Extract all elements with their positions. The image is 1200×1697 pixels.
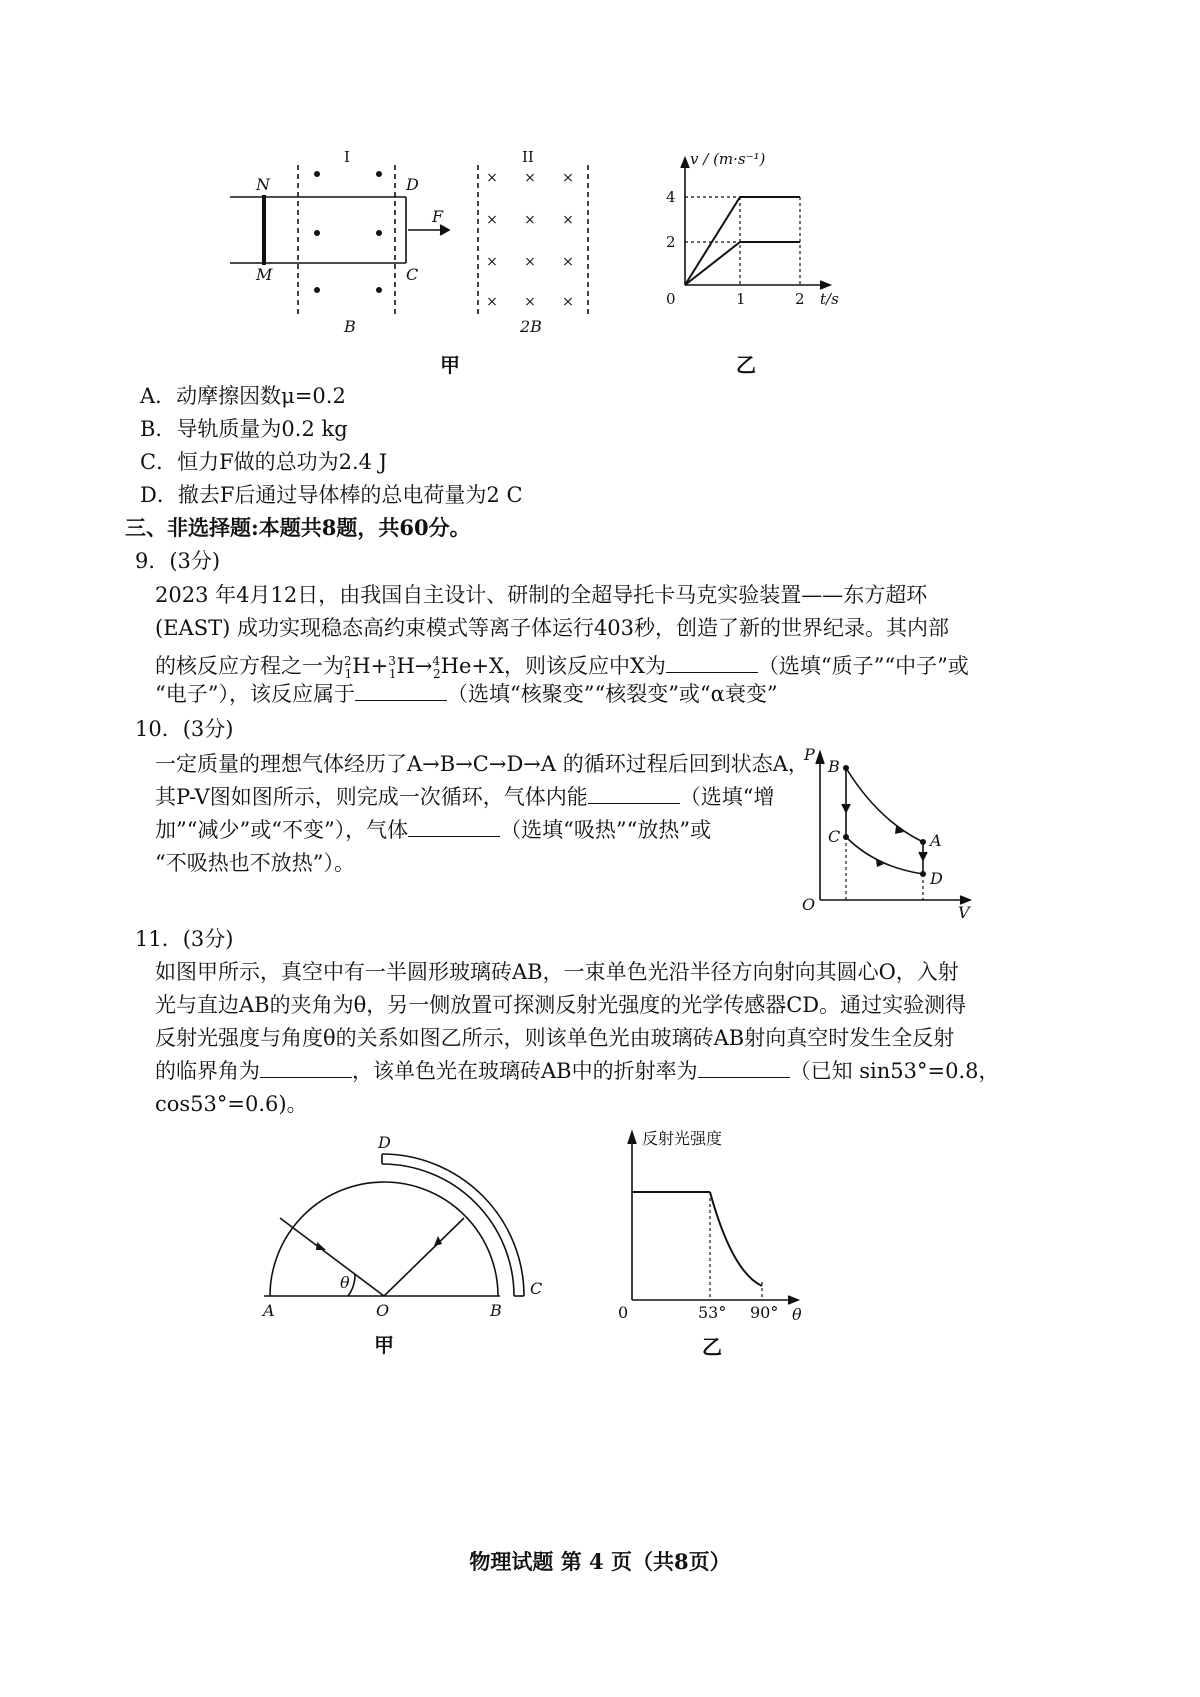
q10-line1: 一定质量的理想气体经历了A→B→C→D→A 的循环过程后回到状态A， bbox=[155, 752, 809, 776]
pv-label-C: C bbox=[828, 827, 841, 846]
q10-line4: “不吸热也不放热”）。 bbox=[155, 851, 355, 875]
glass-label-A: A bbox=[263, 1301, 275, 1320]
glass-label-theta: θ bbox=[340, 1273, 350, 1292]
pv-label-B: B bbox=[828, 757, 840, 776]
svg-text:×: × bbox=[486, 170, 498, 186]
figure-rail-magnetic-field bbox=[220, 140, 600, 380]
q11-line1: 如图甲所示，真空中有一半圆形玻璃砖AB，一束单色光沿半径方向射向其圆心O，入射 bbox=[155, 960, 959, 984]
label-F: F bbox=[432, 207, 444, 226]
caption-jia: 甲 bbox=[440, 353, 460, 377]
svg-text:×: × bbox=[562, 294, 574, 310]
nuclear-equation: $^2_1$H+$^3_1$H→$^4_2$He+X bbox=[344, 654, 504, 682]
tick-x-2: 2 bbox=[795, 290, 805, 308]
q10-blank-1[interactable] bbox=[588, 785, 680, 804]
label-region-I: I bbox=[344, 148, 350, 166]
option-d: D．撤去F后通过导体棒的总电荷量为2 C bbox=[140, 483, 523, 507]
tick-x-1: 1 bbox=[736, 290, 746, 308]
graph-tick-0: 0 bbox=[618, 1303, 629, 1322]
q11-number: 11．(3分) bbox=[135, 927, 234, 951]
tick-y-2: 2 bbox=[666, 233, 676, 251]
svg-text:×: × bbox=[562, 212, 574, 228]
q9-line1: 2023 年4月12日，由我国自主设计、研制的全超导托卡马克实验装置——东方超环 bbox=[155, 583, 928, 607]
pv-label-P: P bbox=[804, 745, 815, 764]
label-field-2B: 2B bbox=[520, 317, 542, 336]
q9-number: 9．(3分) bbox=[135, 549, 221, 573]
label-region-II: II bbox=[522, 148, 534, 166]
q10-line2: 其P-V图如图所示，则完成一次循环，气体内能 （选填“增 bbox=[155, 785, 775, 809]
q9-line4: “电子”），该反应属于 （选填“核聚变”“核裂变”或“α衰变” bbox=[155, 682, 778, 706]
svg-text:×: × bbox=[524, 294, 536, 310]
q10-line3: 加”“减少”或“不变”），气体 （选填“吸热”“放热”或 bbox=[155, 818, 712, 842]
pv-label-V: V bbox=[958, 903, 970, 922]
q10-number: 10．(3分) bbox=[135, 717, 234, 741]
glass-semicircle-figure bbox=[250, 1132, 560, 1372]
graph-ylabel-intensity: 反射光强度 bbox=[642, 1129, 723, 1148]
tick-origin: 0 bbox=[666, 290, 676, 308]
reflection-intensity-graph bbox=[612, 1122, 822, 1372]
label-field-B: B bbox=[344, 317, 356, 336]
svg-text:×: × bbox=[486, 254, 498, 270]
pv-diagram bbox=[798, 742, 988, 922]
graph-line-lower bbox=[685, 242, 800, 285]
graph-xlabel: t/s bbox=[820, 290, 839, 308]
glass-label-B: B bbox=[490, 1301, 502, 1320]
graph-tick-90: 90° bbox=[750, 1303, 779, 1322]
q11-line3: 反射光强度与角度θ的关系如图乙所示，则该单色光由玻璃砖AB射向真空时发生全反射 bbox=[155, 1026, 955, 1050]
glass-label-C: C bbox=[530, 1279, 543, 1298]
pv-label-A: A bbox=[930, 831, 942, 850]
svg-text:×: × bbox=[562, 254, 574, 270]
q9-line2: (EAST) 成功实现稳态高约束模式等离子体运行403秒，创造了新的世界纪录。其内部 bbox=[155, 616, 950, 640]
tick-y-4: 4 bbox=[666, 188, 676, 206]
q11-blank-2[interactable] bbox=[698, 1059, 790, 1078]
svg-text:×: × bbox=[524, 254, 536, 270]
velocity-time-graph bbox=[660, 140, 860, 380]
q11-line5: cos53°=0.6)。 bbox=[155, 1092, 308, 1116]
q9-line3: 的核反应方程之一为$^2_1$H+$^3_1$H→$^4_2$He+X，则该反应中X为 （选填“质子”“中子”或 bbox=[155, 654, 969, 682]
label-N: N bbox=[256, 175, 270, 194]
svg-text:×: × bbox=[524, 212, 536, 228]
pv-label-D: D bbox=[930, 869, 943, 888]
glass-caption: 甲 bbox=[374, 1333, 394, 1357]
label-D: D bbox=[406, 175, 419, 194]
glass-label-D: D bbox=[378, 1133, 391, 1152]
label-C: C bbox=[406, 265, 419, 284]
label-M: M bbox=[256, 265, 273, 284]
pv-label-O: O bbox=[802, 895, 816, 914]
svg-text:×: × bbox=[562, 170, 574, 186]
caption-yi: 乙 bbox=[736, 353, 756, 377]
graph-label-theta: θ bbox=[792, 1305, 802, 1324]
q11-line2: 光与直边AB的夹角为θ，另一侧放置可探测反射光强度的光学传感器CD。通过实验测得 bbox=[155, 993, 967, 1017]
q11-line4: 的临界角为 ，该单色光在玻璃砖AB中的折射率为 （已知 sin53°=0.8， bbox=[155, 1059, 1000, 1083]
graph-tick-53: 53° bbox=[698, 1303, 727, 1322]
q9-blank-1[interactable] bbox=[666, 654, 758, 673]
svg-text:×: × bbox=[486, 212, 498, 228]
option-a: A．动摩擦因数μ=0.2 bbox=[140, 384, 346, 408]
svg-text:×: × bbox=[524, 170, 536, 186]
graph-ylabel: v / (m·s⁻¹) bbox=[690, 150, 766, 168]
q9-blank-2[interactable] bbox=[355, 682, 447, 701]
page-footer: 物理试题 第 4 页（共8页） bbox=[469, 1549, 731, 1574]
graph-caption-yi: 乙 bbox=[702, 1335, 722, 1359]
q10-blank-2[interactable] bbox=[408, 818, 500, 837]
glass-label-O: O bbox=[376, 1301, 390, 1320]
svg-text:×: × bbox=[486, 294, 498, 310]
section-heading: 三、非选择题:本题共8题，共60分。 bbox=[125, 515, 471, 540]
option-b: B．导轨质量为0.2 kg bbox=[140, 417, 348, 441]
q11-blank-1[interactable] bbox=[260, 1059, 352, 1078]
option-c: C．恒力F做的总功为2.4 J bbox=[140, 450, 388, 474]
